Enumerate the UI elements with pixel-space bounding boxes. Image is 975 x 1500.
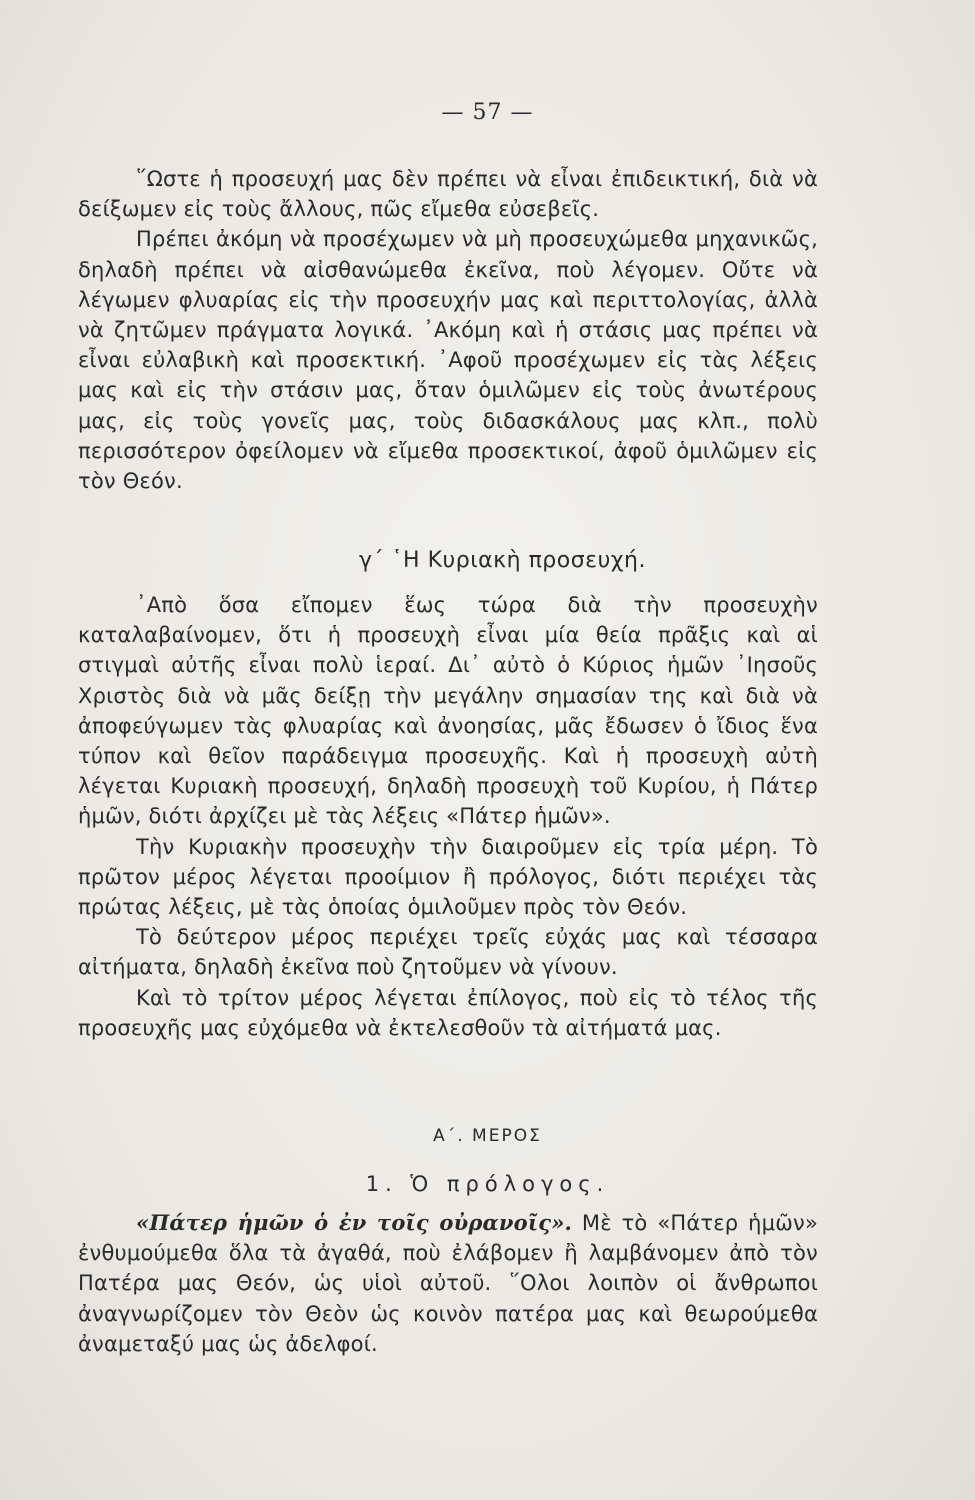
paragraph: Πρέπει ἀκόμη νὰ προσέχωμεν νὰ μὴ προσευχώμεθα μηχανικῶς, δηλαδὴ πρέπει νὰ αἰσθανώμεθα ἐκεῖνα, ποὺ λέγομεν. Οὔτε νὰ λέγωμεν φλυαρίας εἰς τὴν προσευχήν μας καὶ περιττολογίας, ἀλλὰ νὰ ζητῶμεν πράγματα λογικά. ᾿Ακόμη καὶ ἡ στάσις μας πρέπει νὰ εἶναι εὐλαβικὴ καὶ προσεκτική. ᾿Αφοῦ προσέχωμεν εἰς τὰς λέξεις μας καὶ εἰς τὴν στάσιν μας, ὅταν ὁμιλῶμεν εἰς τοὺς ἀνωτέρους μας, εἰς τοὺς γονεῖς μας, τοὺς διδασκάλους μας κλπ., πολὺ περισσότερον ὀφείλομεν νὰ εἴμεθα προσεκτικοί, ἀφοῦ ὁμιλῶμεν εἰς τὸν Θεόν. — [78, 227, 818, 494]
part-heading: Α΄. ΜΕΡΟΣ — [433, 1126, 542, 1146]
paragraph: Τὴν Κυριακὴν προσευχὴν τὴν διαιροῦμεν εἰς τρία μέρη. Τὸ πρῶτον μέρος λέγεται προοίμιον ἢ πρόλογος, διότι περιέχει τὰς πρώτας λέξεις, μὲ τὰς ὁποίας ὁμιλοῦμεν πρὸς τὸν Θεόν. — [78, 834, 818, 920]
paragraph: Τὸ δεύτερον μέρος περιέχει τρεῖς εὐχάς μας καὶ τέσσαρα αἰτήματα, δηλαδὴ ἐκεῖνα ποὺ ζητοῦμεν νὰ γίνουν. — [78, 925, 818, 980]
section-heading: γ΄ ῾Η Κυριακὴ προσευχή. — [359, 548, 646, 573]
prayer-quote: «Πάτερ ἡμῶν ὁ ἐν τοῖς οὐρανοῖς». — [136, 1210, 573, 1235]
paragraph-text: Μὲ τὸ «Πάτερ ἡμῶν» ἐνθυμούμεθα ὅλα τὰ ἀγαθά, ποὺ ἐλάβομεν ἢ λαμβάνομεν ἀπὸ τὸν Πατέρα μας Θεόν, ὡς υἱοὶ αὐτοῦ. ῞Ολοι λοιπὸν οἱ ἄνθρωποι ἀναγνωρίζομεν τὸν Θεὸν ὡς κοινὸν πατέρα μας καὶ θεωρούμεθα ἀναμεταξύ μας ὡς ἀδελφοί. — [78, 1211, 818, 1356]
text-block-middle — [78, 590, 818, 1043]
text-block-top — [78, 164, 818, 496]
text-block-bottom — [78, 1208, 818, 1359]
paragraph: Καὶ τὸ τρίτον μέρος λέγεται ἐπίλογος, ποὺ εἰς τὸ τέλος τῆς προσευχῆς μας εὐχόμεθα νὰ ἐκτελεσθοῦν τὰ αἰτήματά μας. — [78, 985, 818, 1040]
page-number: — 57 — — [441, 100, 534, 125]
paragraph: ῞Ωστε ἡ προσευχή μας δὲν πρέπει νὰ εἶναι ἐπιδεικτική, διὰ νὰ δείξωμεν εἰς τοὺς ἄλλους, πῶς εἴμεθα εὐσεβεῖς. — [78, 167, 818, 222]
subheading: 1. Ὁ πρόλογος. — [365, 1172, 610, 1196]
paragraph — [78, 1208, 818, 1359]
paragraph: ᾿Απὸ ὅσα εἴπομεν ἕως τώρα διὰ τὴν προσευχὴν καταλαβαίνομεν, ὅτι ἡ προσευχὴ εἶναι μία θεία πρᾶξις καὶ αἱ στιγμαὶ αὐτῆς εἶναι πολὺ ἱεραί. Δι᾿ αὐτὸ ὁ Κύριος ἡμῶν ᾿Ιησοῦς Χριστὸς διὰ νὰ μᾶς δείξῃ τὴν μεγάλην σημασίαν της καὶ διὰ νὰ ἀποφεύγωμεν τὰς φλυαρίας καὶ ἀνοησίας, μᾶς ἔδωσεν ὁ ἴδιος ἕνα τύπον καὶ θεῖον παράδειγμα προσευχῆς. Καὶ ἡ προσευχὴ αὐτὴ λέγεται Κυριακὴ προσευχή, δηλαδὴ προσευχὴ τοῦ Κυρίου, ἡ Πάτερ ἡμῶν, διότι ἀρχίζει μὲ τὰς λέξεις «Πάτερ ἡμῶν». — [78, 593, 818, 829]
